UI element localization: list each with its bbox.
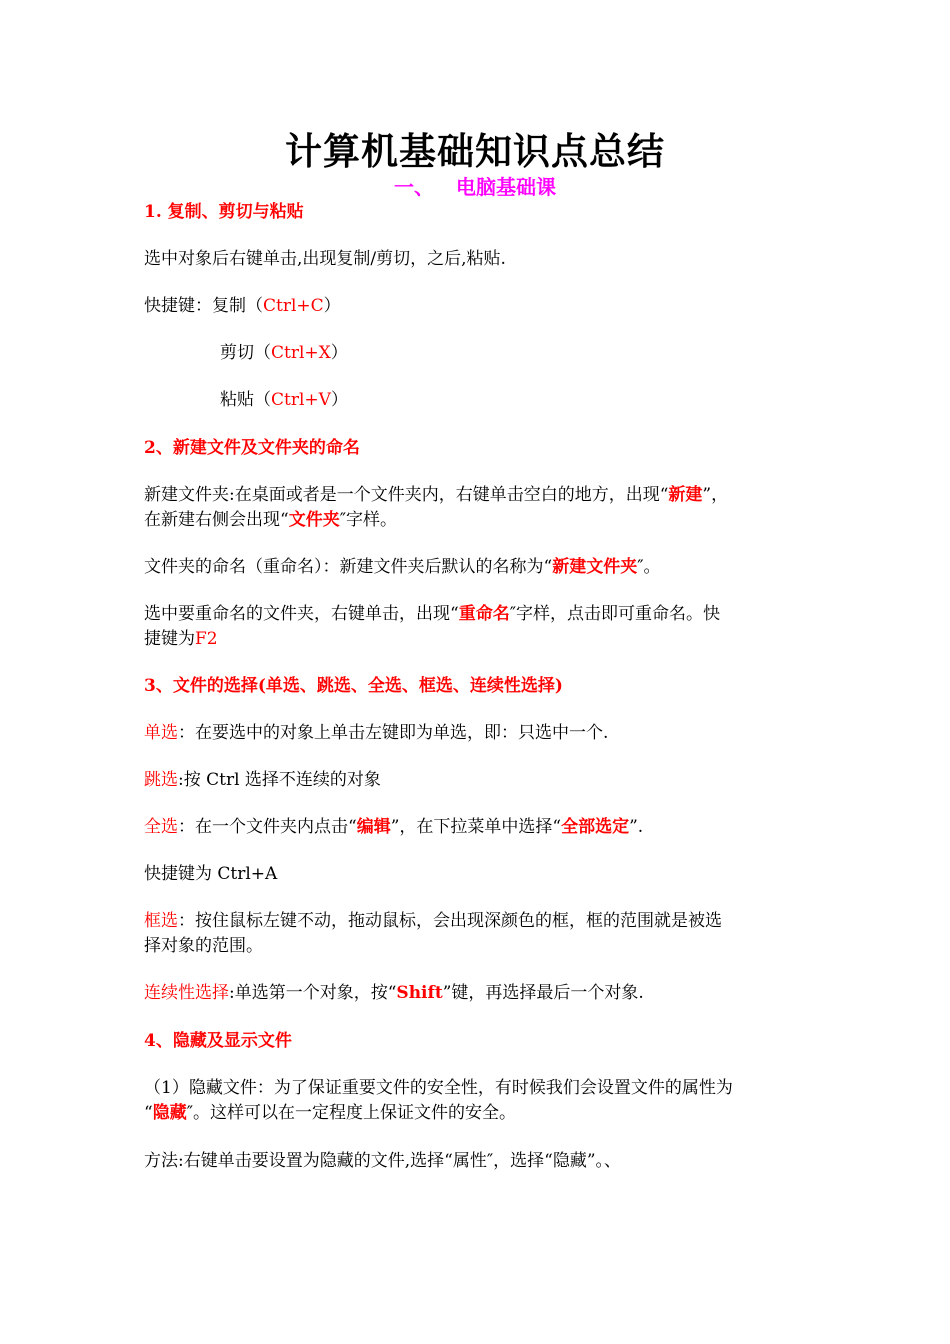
- select-all-label: 全选: [144, 817, 178, 837]
- text-run: 文件夹的命名（重命名）：新建文件夹后默认的名称为“: [144, 557, 553, 577]
- keyword-shift: Shift: [396, 983, 443, 1003]
- section1-heading: 1. 复制、剪切与粘贴: [144, 202, 304, 222]
- text-run: 选中要重命名的文件夹，右键单击，出现“: [144, 604, 459, 624]
- shortcut-cut-line: [220, 341, 900, 365]
- section2-p1-line2: [144, 508, 824, 532]
- copy-key: Ctrl+C: [263, 296, 324, 316]
- text-run: 在新建右侧会出现“: [144, 510, 289, 530]
- keyword-folder: 文件夹: [288, 510, 340, 530]
- section2-p3-line1: [144, 602, 824, 626]
- document-title: 计算机基础知识点总结: [285, 129, 665, 173]
- section2-p2: [144, 555, 824, 579]
- continuous-select-label: 连续性选择: [144, 983, 229, 1003]
- document-subtitle: [0, 174, 950, 200]
- close-paren: ）: [330, 343, 348, 363]
- text-run: 捷键为: [144, 629, 195, 649]
- text-run: ″字样，点击即可重命名。快: [509, 604, 721, 624]
- paste-label: 粘贴（: [220, 390, 271, 410]
- text-run: “: [144, 1103, 153, 1123]
- text-run: 新建文件夹:在桌面或者是一个文件夹内，右键单击空白的地方，出现“: [144, 485, 669, 505]
- text-run: :单选第一个对象，按“: [229, 983, 397, 1003]
- shortcut-label: 快捷键：复制（: [144, 296, 263, 316]
- section2-heading: 2、新建文件及文件夹的命名: [144, 438, 360, 458]
- skip-select-label: 跳选: [144, 770, 178, 790]
- section2-p3-line2: [144, 627, 824, 651]
- cut-key: Ctrl+X: [271, 343, 331, 363]
- subtitle-text: 电脑基础课: [456, 175, 556, 199]
- subtitle-number: 一、: [394, 175, 434, 199]
- text-run: ″字样。: [339, 510, 398, 530]
- cut-label: 剪切（: [220, 343, 271, 363]
- section2-p1-line1: [144, 483, 824, 507]
- keyword-hidden: 隐藏: [152, 1103, 187, 1123]
- section4-p1-line2: [144, 1101, 824, 1125]
- paste-key: Ctrl+V: [271, 390, 331, 410]
- box-select-label: 框选: [144, 911, 178, 931]
- keyword-default-name: 新建文件夹: [552, 557, 638, 577]
- text-run: ”，: [702, 485, 729, 505]
- text-run: ″。这样可以在一定程度上保证文件的安全。: [186, 1103, 517, 1123]
- keyword-rename: 重命名: [458, 604, 510, 624]
- continuous-select-line: [144, 981, 824, 1005]
- select-all-line: [144, 815, 824, 839]
- shortcut-paste-line: [220, 388, 900, 412]
- section4-p1-line1: （1）隐藏文件：为了保证重要文件的安全性，有时候我们会设置文件的属性为: [144, 1078, 733, 1098]
- text-run: ”键，再选择最后一个对象.: [442, 983, 644, 1003]
- keyword-select-all: 全部选定: [561, 817, 630, 837]
- text-run: ：在一个文件夹内点击“: [178, 817, 357, 837]
- section4-heading: 4、隐藏及显示文件: [144, 1031, 292, 1051]
- skip-select-line: [144, 768, 824, 792]
- text-run: :按 Ctrl 选择不连续的对象: [178, 770, 381, 790]
- select-all-shortcut: 快捷键为 Ctrl+A: [144, 864, 278, 884]
- box-select-line1: [144, 909, 824, 933]
- shortcut-copy-line: [144, 294, 824, 318]
- key-f2: F2: [195, 629, 218, 649]
- close-paren: ）: [323, 296, 341, 316]
- keyword-new: 新建: [668, 485, 703, 505]
- single-select-label: 单选: [144, 723, 178, 743]
- single-select-line: [144, 721, 824, 745]
- text-run: ：在要选中的对象上单击左键即为单选，即：只选中一个.: [178, 723, 609, 743]
- text-run: ”.: [629, 817, 644, 837]
- section4-p2: 方法:右键单击要设置为隐藏的文件,选择“属性″，选择“隐藏”。、: [144, 1151, 622, 1171]
- box-select-line2: 择对象的范围。: [144, 936, 263, 956]
- text-run: ″。: [637, 557, 661, 577]
- text-run: ”，在下拉菜单中选择“: [390, 817, 562, 837]
- close-paren: ）: [330, 390, 348, 410]
- keyword-edit: 编辑: [356, 817, 391, 837]
- text-run: ：按住鼠标左键不动，拖动鼠标，会出现深颜色的框，框的范围就是被选: [178, 911, 722, 931]
- section1-line1: 选中对象后右键单击,出现复制/剪切，之后,粘贴.: [144, 249, 506, 269]
- section3-heading: 3、文件的选择(单选、跳选、全选、框选、连续性选择): [144, 676, 563, 696]
